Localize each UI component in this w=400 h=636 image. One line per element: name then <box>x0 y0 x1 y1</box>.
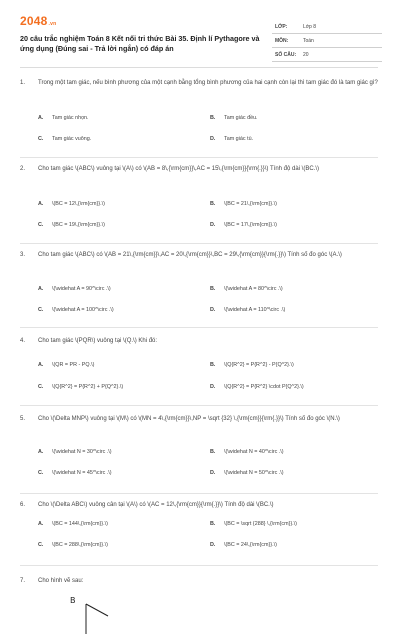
question-4 <box>20 336 378 406</box>
meta-label: MÔN: <box>275 38 289 44</box>
geometry-figure <box>70 594 130 634</box>
meta-value: Lớp 8 <box>303 24 317 30</box>
question-number: 5. <box>20 416 26 422</box>
question-2 <box>20 164 378 244</box>
option-d[interactable]: D. \(BC = 24\,{\rm{cm}}.\) <box>210 542 277 548</box>
option-d[interactable]: D. \(BC = 17\,{\rm{cm}}.\) <box>210 222 277 228</box>
option-b[interactable]: B. Tam giác đều. <box>210 115 258 121</box>
question-text: 5. Cho \(\Delta MNP\) vuông tại \(M\) có \(MN = 4\,{\rm{cm}}\,NP = \sqrt {32} \,{\rm{cm}}{\rm{.}}\) Tính số đo góc \(N.\) <box>20 414 378 425</box>
question-number: 6. <box>20 502 26 508</box>
question-5 <box>20 414 378 494</box>
option-c[interactable]: C. \(BC = 19\,{\rm{cm}}.\) <box>38 222 105 228</box>
option-b[interactable]: B. \(\widehat A = 80^\circ .\) <box>210 286 283 292</box>
option-a[interactable]: A. Tam giác nhọn. <box>38 115 89 121</box>
question-1 <box>20 78 378 158</box>
meta-row-question-count <box>272 48 382 62</box>
meta-label: SỐ CÂU: <box>275 52 297 58</box>
option-c[interactable]: C. Tam giác vuông. <box>38 136 92 142</box>
question-text: 4. Cho tam giác \(PQR\) vuông tại \(Q.\) Khi đó: <box>20 336 378 347</box>
option-d[interactable]: D. \(Q{R^2} = P{R^2} \cdot P{Q^2}.\) <box>210 384 304 390</box>
question-number: 2. <box>20 166 26 172</box>
question-text: 3. Cho tam giác \(ABC\) có \(AB = 21\,{\rm{cm}}\,AC = 20\,{\rm{cm}}\,BC = 29\,{\rm{cm}}{\rm{.}}\) Tính số đo góc \(A.\) <box>20 250 378 261</box>
document-title: 20 câu trắc nghiệm Toán 8 Kết nối tri thức Bài 35. Định lí Pythagore và ứng dụng (Đúng sai - Trả lời ngắn) có đáp án <box>20 34 260 53</box>
question-number: 3. <box>20 252 26 258</box>
option-c[interactable]: C. \(\widehat A = 100^\circ .\) <box>38 307 114 313</box>
question-6 <box>20 500 378 566</box>
question-7 <box>20 576 378 636</box>
question-text: 6. Cho \(\Delta ABC\) vuông cân tại \(A\) có \(AC = 12\,{\rm{cm}}{\rm{.}}\) Tính độ dài \(BC.\) <box>20 500 378 511</box>
option-a[interactable]: A. \(QR = PR - PQ.\) <box>38 362 95 368</box>
meta-label: LỚP: <box>275 24 288 30</box>
option-b[interactable]: B. \(\widehat N = 40^\circ .\) <box>210 449 284 455</box>
option-a[interactable]: A. \(\widehat N = 30^\circ .\) <box>38 449 112 455</box>
meta-row-subject <box>272 34 382 48</box>
question-number: 1. <box>20 80 26 86</box>
question-text: 7. Cho hình vẽ sau: <box>20 576 378 587</box>
option-b[interactable]: B. \(Q{R^2} = P{R^2} - P{Q^2}.\) <box>210 362 294 368</box>
question-number: 7. <box>20 578 26 584</box>
figure-label-b: B <box>70 596 76 605</box>
option-b[interactable]: B. \(BC = \sqrt {288} \,{\rm{cm}}.\) <box>210 521 297 527</box>
question-text: 2. Cho tam giác \(ABC\) vuông tại \(A\) có \(AB = 8\,{\rm{cm}}\,AC = 15\,{\rm{cm}}{\rm{.}}\) Tính độ dài \(BC.\) <box>20 164 378 175</box>
document-header <box>20 10 378 68</box>
option-d[interactable]: D. \(\widehat N = 50^\circ .\) <box>210 470 284 476</box>
meta-value: Toán <box>303 38 314 44</box>
option-c[interactable]: C. \(BC = 288\,{\rm{cm}}.\) <box>38 542 108 548</box>
site-logo[interactable]: 2048.vn <box>20 14 57 28</box>
option-c[interactable]: C. \(\widehat N = 45^\circ .\) <box>38 470 112 476</box>
question-3 <box>20 250 378 328</box>
question-number: 4. <box>20 338 26 344</box>
option-c[interactable]: C. \(Q{R^2} = P{R^2} + P{Q^2}.\) <box>38 384 124 390</box>
meta-value: 20 <box>303 52 309 58</box>
metadata-table <box>272 20 382 62</box>
option-a[interactable]: A. \(BC = 12\,{\rm{cm}}.\) <box>38 201 105 207</box>
option-d[interactable]: D. \(\widehat A = 110^\circ .\) <box>210 307 286 313</box>
meta-row-class <box>272 20 382 34</box>
option-a[interactable]: A. \(\widehat A = 90^\circ .\) <box>38 286 111 292</box>
option-b[interactable]: B. \(BC = 21\,{\rm{cm}}.\) <box>210 201 277 207</box>
question-list <box>20 78 378 636</box>
triangle-drawing <box>70 594 130 634</box>
option-d[interactable]: D. Tam giác tù. <box>210 136 254 142</box>
option-a[interactable]: A. \(BC = 144\,{\rm{cm}}.\) <box>38 521 108 527</box>
question-text: 1. Trong một tam giác, nếu bình phương của một cạnh bằng tổng bình phương của hai cạnh còn lại thì tam giác đó là tam giác gì? <box>20 78 378 89</box>
